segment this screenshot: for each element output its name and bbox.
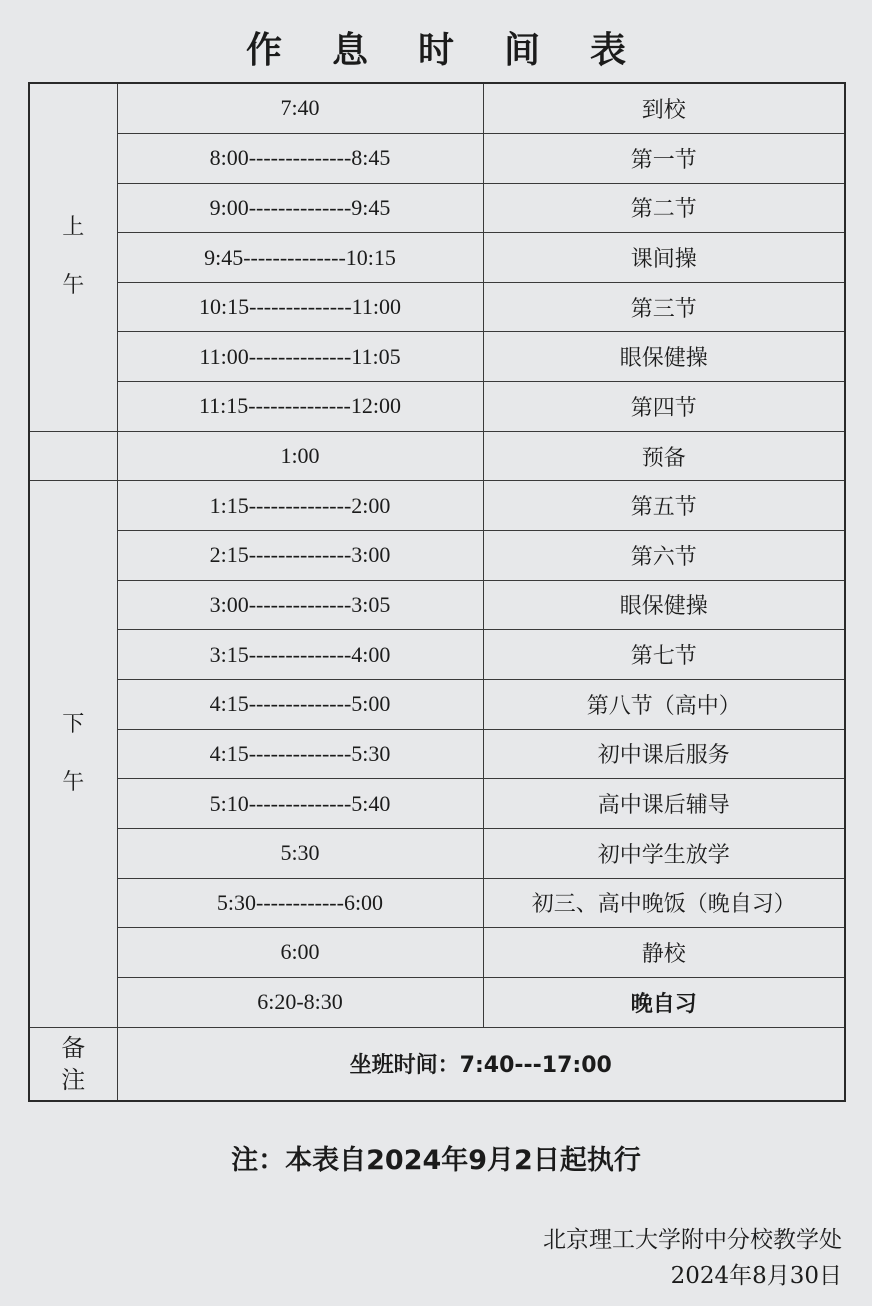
event-cell: 预备: [483, 431, 845, 481]
note-text: 坐班时间：7:40---17:00: [117, 1027, 845, 1101]
event-cell: 第二节: [483, 183, 845, 233]
event-cell: 初中课后服务: [483, 729, 845, 779]
table-row: [29, 332, 845, 382]
event-cell: 第八节（高中）: [483, 679, 845, 729]
table-row: [29, 779, 845, 829]
page-title: 作息时间表: [245, 30, 676, 71]
table-row: [29, 183, 845, 233]
table-row: [29, 828, 845, 878]
table-row: [29, 83, 845, 133]
time-cell: 11:00--------------11:05: [117, 332, 483, 382]
event-cell: 到校: [483, 83, 845, 133]
time-cell: 1:15--------------2:00: [117, 481, 483, 531]
event-cell: 第一节: [483, 133, 845, 183]
time-cell: 1:00: [117, 431, 483, 481]
event-cell: 第四节: [483, 382, 845, 432]
table-row: [29, 481, 845, 531]
effective-date-note: 注：本表自2024年9月2日起执行: [231, 1145, 641, 1176]
issuer-block: [543, 1222, 842, 1294]
period-afternoon: [29, 481, 117, 1027]
time-cell: 5:30: [117, 828, 483, 878]
time-cell: 5:30------------6:00: [117, 878, 483, 928]
table-row: [29, 679, 845, 729]
period-char: 下: [62, 711, 85, 737]
table-row: [29, 878, 845, 928]
event-cell: 课间操: [483, 233, 845, 283]
time-cell: 3:00--------------3:05: [117, 580, 483, 630]
period-char: 上: [62, 215, 85, 241]
time-cell: 4:15--------------5:30: [117, 729, 483, 779]
event-cell: 眼保健操: [483, 332, 845, 382]
note-label-char: 注: [61, 1065, 86, 1094]
table-row: [29, 431, 845, 481]
event-cell: 晚自习: [483, 977, 845, 1027]
table-row: [29, 580, 845, 630]
time-cell: 3:15--------------4:00: [117, 630, 483, 680]
note-label: [29, 1027, 117, 1101]
note-row: [29, 1027, 845, 1101]
table-row: [29, 233, 845, 283]
event-cell: 第七节: [483, 630, 845, 680]
time-cell: 10:15--------------11:00: [117, 282, 483, 332]
time-cell: 9:45--------------10:15: [117, 233, 483, 283]
time-cell: 4:15--------------5:00: [117, 679, 483, 729]
issue-date: 2024年8月30日: [670, 1263, 842, 1289]
period-morning: [29, 83, 117, 431]
time-cell: 9:00--------------9:45: [117, 183, 483, 233]
table-row: [29, 729, 845, 779]
time-cell: 5:10--------------5:40: [117, 779, 483, 829]
table-row: [29, 133, 845, 183]
time-cell: 2:15--------------3:00: [117, 531, 483, 581]
event-cell: 初三、高中晚饭（晚自习）: [483, 878, 845, 928]
table-row: [29, 630, 845, 680]
time-cell: 6:20-8:30: [117, 977, 483, 1027]
event-cell: 第六节: [483, 531, 845, 581]
issuer-name: 北京理工大学附中分校教学处: [543, 1227, 842, 1253]
period-char: 午: [62, 769, 85, 795]
period-char: 午: [62, 273, 85, 299]
table-row: [29, 382, 845, 432]
event-cell: 初中学生放学: [483, 828, 845, 878]
event-cell: 第三节: [483, 282, 845, 332]
schedule-table: [28, 82, 846, 1102]
event-cell: 静校: [483, 928, 845, 978]
table-row: [29, 928, 845, 978]
period-blank: [29, 431, 117, 481]
event-cell: 高中课后辅导: [483, 779, 845, 829]
table-row: [29, 977, 845, 1027]
time-cell: 8:00--------------8:45: [117, 133, 483, 183]
table-row: [29, 282, 845, 332]
note-label-char: 备: [61, 1033, 86, 1062]
event-cell: 眼保健操: [483, 580, 845, 630]
table-row: [29, 531, 845, 581]
time-cell: 6:00: [117, 928, 483, 978]
time-cell: 11:15--------------12:00: [117, 382, 483, 432]
event-cell: 第五节: [483, 481, 845, 531]
time-cell: 7:40: [117, 83, 483, 133]
